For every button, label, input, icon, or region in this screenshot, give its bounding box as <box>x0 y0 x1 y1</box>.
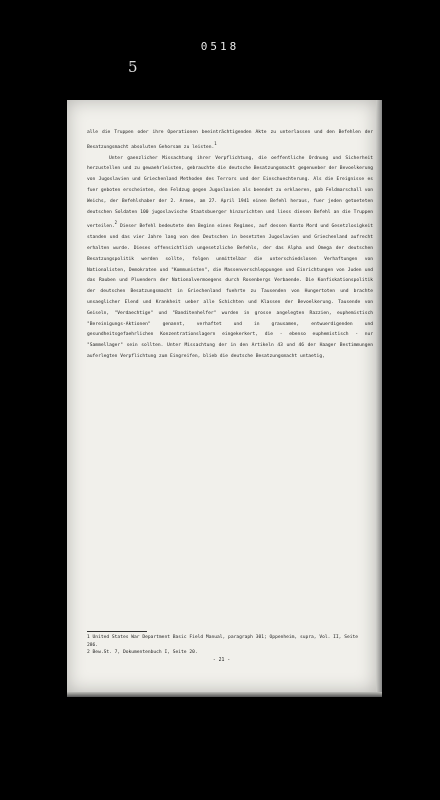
document-page <box>67 100 376 692</box>
paragraph-2b-text: Dieser Befehl bedeutete den Beginn eines Regimes, auf dessen Konto Mord und Gesetzlosigkeit standen und das vier Jahre lang von den Deutschen in besetzten Jugoslavien und Griechenland aufrecht erhalten wurde. Dieses offensichtlich ungesetzliche Befehls, der das Alpha und Omega der deutschen Besatzungspolitik werden sollte, folgen unmittelbar die unterschiedslosen Verhaftungen von Nationalisten, Demokraten und "Kommunisten", die Massenverschleppungen und Einrichtungen von Juden und das Rauben und Pluendern der Nationalvermoegens durch Rosenbergs Verbaende. Die Konfiskationspolitik der deutschen Besatzungsmacht in Griechenland fuehrte zu Tausenden von Hungertoten und brachte unsaeglicher Elend und Krankheit ueber alle Schichten und Klassen der Bevoelkerung. Tausende von Geiseln, "Verdaechtige" und "Banditenhelfer" wurden in grosse angelegten Razzien, euphemistisch "Bereinigungs-Aktionen" genannt, verhaftet und in grausamen, entwuerdigenden und gesundheitsgefaehrlichen Konzentrationslagern eingekerkert, die - ebenso euphemistisch - nur "Sammellager" sein sollten. Unter Missachtung der in den Artikeln 43 und 46 der Haager Bestimmungen auferlegten Verpflichtung zum Eingreifen, blieb die deutsche Besatzungsmacht untaetig, <box>87 224 373 359</box>
paragraph-1-text: alle die Truppen oder ihre Operationen beeinträchtigenden Akte zu unterlassen und den Befehlen der Besatzungsmacht absoluten Gehorsam zu leisten. <box>87 130 373 150</box>
body-text <box>87 128 373 363</box>
footnote-ref-1: 1 <box>214 140 217 146</box>
footnotes <box>87 634 367 657</box>
frame-number: 0518 <box>200 40 240 53</box>
paragraph-continuation <box>87 128 373 154</box>
footnote-ref-2: 2 <box>114 220 118 226</box>
page-edge-bottom <box>67 692 382 697</box>
main-paragraph <box>87 154 373 363</box>
page-number: - 21 - <box>212 658 231 663</box>
footnote-rule <box>87 631 147 632</box>
footnote-1: 1 United States War Department Basic Field Manual, paragraph 301; Oppenheim, supra, Vol. II, Seite 286. <box>87 635 359 648</box>
paragraph-2a-text: Unter gaenzlicher Missachtung ihrer Verpflichtung, die oeffentliche Ordnung und Sicherheit herzustellen und zu gewaehrleisten, gebrauchte die deutsche Besatzungsmacht gegenueber der Bevoelkerung von Jugoslavien und Griechenland Methoden des Terrors und der Einschuechterung. Als die Ereignisse es fuer geboten erscheinten, den Feldzug gegen Jugoslavien als beendet zu erklaeren, gab Feldmarschall von Weichs, der Befehlshaber der 2. Armee, am 27. April 1941 einen Befehl heraus, fuer jeden getoeteten deutschen Soldaten 100 jugoslavische Staatsbuerger hinzurichten und liess diesen Befehl an die Truppen verteilen. <box>87 155 373 230</box>
page-edge-right <box>376 100 382 692</box>
footnote-2: 2 Bew.St. 7, Dokumentenbuch I, Seite 20. <box>87 650 198 656</box>
frame-mark: 5 <box>128 58 138 76</box>
